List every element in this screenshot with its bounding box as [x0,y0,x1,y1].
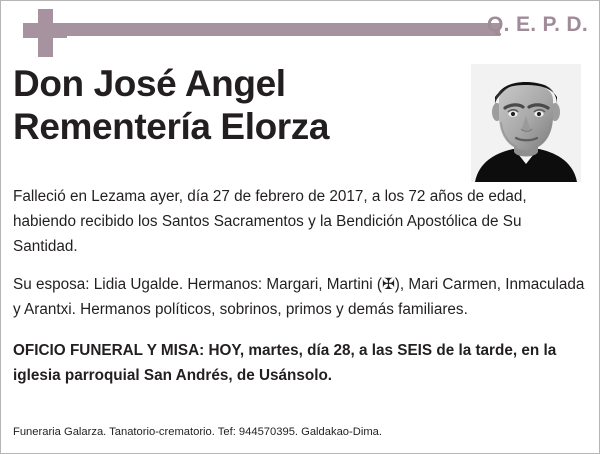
funeral-home-footer: Funeraria Galarza. Tanatorio-crematorio. Tef: 944570395. Galdakao-Dima. [13,426,382,439]
paragraph-survivors: Su esposa: Lidia Ugalde. Hermanos: Margari, Martini (✠), Mari Carmen, Inmaculada y Arantxi. Hermanos políticos, sobrinos, primos y demás familiares. [13,275,585,318]
header-divider-bar [60,23,500,36]
notice-body [1,185,599,388]
portrait-photo-image [471,64,581,182]
paragraph-death-announcement: Falleció en Lezama ayer, día 27 de febrero de 2017, a los 72 años de edad, habiendo recibido los Santos Sacramentos y la Bendición Apostólica de Su Santidad. [13,188,527,255]
qepd-label: Q. E. P. D. [487,13,588,36]
deceased-name: Don José Angel Rementería Elorza [13,63,330,147]
paragraph-funeral-service: OFICIO FUNERAL Y MISA: HOY, martes, día 28, a las SEIS de la tarde, en la iglesia parroquial San Andrés, de Usánsolo. [13,341,557,384]
portrait-photo [471,64,581,182]
notice-header [1,1,599,57]
name-and-photo-row [1,57,599,185]
